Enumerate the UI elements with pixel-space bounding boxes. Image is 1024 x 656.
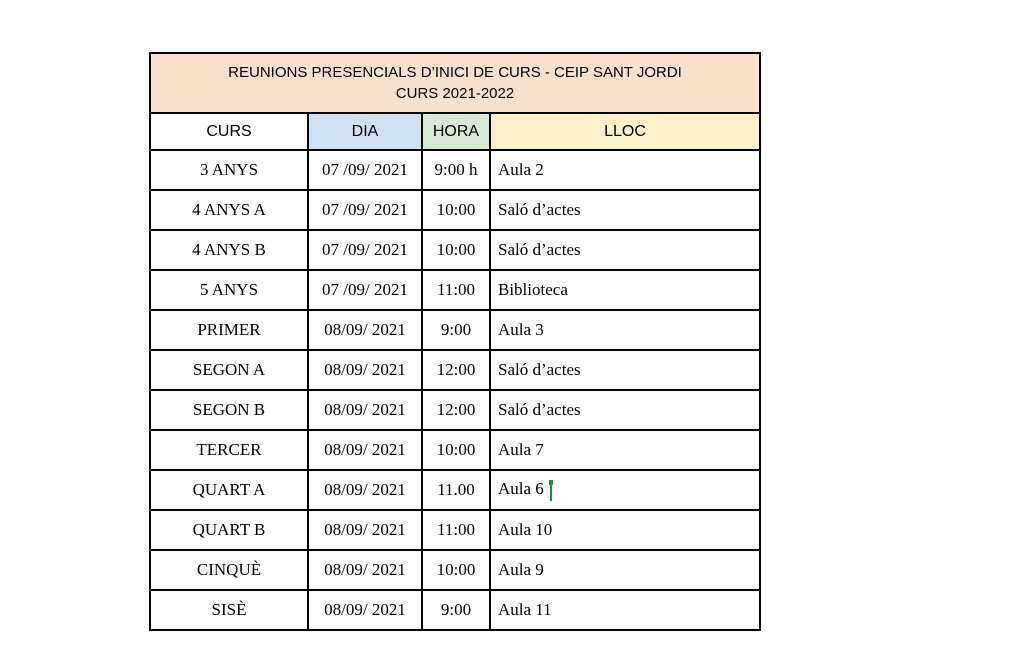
cell-lloc[interactable] — [490, 590, 760, 630]
cell-dia[interactable] — [308, 590, 422, 630]
cell-curs-text: CINQUÈ — [196, 560, 262, 579]
cell-hora-text: 10:00 — [436, 200, 476, 219]
cell-lloc-text: Saló d’actes — [498, 400, 581, 419]
cell-curs[interactable] — [150, 510, 308, 550]
cell-curs-text: 4 ANYS B — [192, 240, 266, 259]
cell-lloc[interactable] — [490, 190, 760, 230]
cell-dia-text: 07 /09/ 2021 — [322, 200, 408, 219]
cell-dia[interactable] — [308, 270, 422, 310]
cell-dia-text: 08/09/ 2021 — [324, 440, 406, 459]
header-row — [150, 113, 760, 150]
title-row — [150, 53, 760, 113]
cell-curs-text: SEGON B — [192, 400, 266, 419]
cell-curs-text: SEGON A — [192, 360, 266, 379]
cell-curs[interactable] — [150, 310, 308, 350]
cell-curs[interactable] — [150, 390, 308, 430]
table-title-cell[interactable] — [150, 53, 760, 113]
table-title: REUNIONS PRESENCIALS D’INICI DE CURS - CEIP SANT JORDI — [228, 64, 682, 81]
cell-curs-text: 4 ANYS A — [192, 200, 266, 219]
cell-lloc-text: Aula 3 — [498, 320, 544, 339]
table-row — [150, 510, 760, 550]
cell-curs-text: TERCER — [196, 440, 262, 459]
cell-lloc[interactable] — [490, 430, 760, 470]
cell-hora[interactable] — [422, 550, 490, 590]
cell-lloc-text: Aula 7 — [498, 440, 544, 459]
cell-dia-text: 07 /09/ 2021 — [322, 160, 408, 179]
cell-dia[interactable] — [308, 510, 422, 550]
cell-dia[interactable] — [308, 230, 422, 270]
cell-hora[interactable] — [422, 350, 490, 390]
cell-lloc[interactable] — [490, 270, 760, 310]
cell-dia-text: 08/09/ 2021 — [324, 360, 406, 379]
cell-curs[interactable] — [150, 350, 308, 390]
table-row — [150, 470, 760, 510]
table-row — [150, 310, 760, 350]
cell-curs[interactable] — [150, 150, 308, 190]
cell-dia-text: 08/09/ 2021 — [324, 560, 406, 579]
cell-hora[interactable] — [422, 470, 490, 510]
cell-dia[interactable] — [308, 550, 422, 590]
cell-curs[interactable] — [150, 230, 308, 270]
cell-lloc-text: Aula 10 — [498, 520, 553, 539]
table-row — [150, 150, 760, 190]
table-subtitle: CURS 2021-2022 — [395, 85, 515, 102]
cell-dia-text: 08/09/ 2021 — [324, 600, 406, 619]
cell-curs[interactable] — [150, 470, 308, 510]
cell-dia[interactable] — [308, 350, 422, 390]
table-row — [150, 550, 760, 590]
cell-dia[interactable] — [308, 310, 422, 350]
cell-dia[interactable] — [308, 390, 422, 430]
cell-lloc[interactable] — [490, 230, 760, 270]
cell-hora[interactable] — [422, 270, 490, 310]
table-row — [150, 270, 760, 310]
cell-lloc-text: Aula 9 — [498, 560, 544, 579]
cell-hora[interactable] — [422, 390, 490, 430]
table-row — [150, 230, 760, 270]
cell-curs[interactable] — [150, 190, 308, 230]
cell-lloc-text: Saló d’actes — [498, 200, 581, 219]
cell-lloc-text: Saló d’actes — [498, 360, 581, 379]
cell-lloc[interactable] — [490, 470, 760, 510]
cell-curs-text: QUART B — [192, 520, 266, 539]
cell-hora-text: 11.00 — [437, 480, 475, 499]
cell-curs[interactable] — [150, 590, 308, 630]
cell-lloc[interactable] — [490, 510, 760, 550]
cell-dia[interactable] — [308, 190, 422, 230]
cell-dia-text: 07 /09/ 2021 — [322, 240, 408, 259]
cell-hora-text: 10:00 — [436, 560, 476, 579]
cell-dia-text: 08/09/ 2021 — [324, 400, 406, 419]
cell-hora[interactable] — [422, 430, 490, 470]
schedule-table — [149, 52, 761, 631]
cell-dia-text: 08/09/ 2021 — [324, 320, 406, 339]
cell-curs-text: 3 ANYS — [199, 160, 259, 179]
table-row — [150, 190, 760, 230]
cell-curs[interactable] — [150, 550, 308, 590]
cell-lloc[interactable] — [490, 150, 760, 190]
cell-dia[interactable] — [308, 150, 422, 190]
cell-lloc-text: Biblioteca — [498, 280, 568, 299]
schedule-sheet — [149, 52, 759, 631]
text-cursor-icon — [550, 481, 552, 501]
cell-dia[interactable] — [308, 470, 422, 510]
table-row — [150, 590, 760, 630]
column-header-lloc[interactable]: LLOC — [490, 113, 760, 150]
cell-hora[interactable] — [422, 590, 490, 630]
cell-curs-text: 5 ANYS — [199, 280, 259, 299]
cell-hora-text: 12:00 — [436, 400, 476, 419]
cell-hora-text: 11:00 — [436, 520, 476, 539]
cell-lloc[interactable] — [490, 550, 760, 590]
cell-curs-text: SISÈ — [211, 600, 247, 619]
cell-hora-text: 12:00 — [436, 360, 476, 379]
table-row — [150, 430, 760, 470]
cell-hora[interactable] — [422, 310, 490, 350]
cell-lloc-text: Aula 2 — [498, 160, 544, 179]
cell-lloc[interactable] — [490, 350, 760, 390]
cell-dia-text: 08/09/ 2021 — [324, 480, 406, 499]
column-header-curs[interactable]: CURS — [150, 113, 308, 150]
cell-hora[interactable] — [422, 510, 490, 550]
cell-hora-text: 11:00 — [436, 280, 476, 299]
cell-dia[interactable] — [308, 430, 422, 470]
table-row — [150, 350, 760, 390]
table-row — [150, 390, 760, 430]
cell-hora[interactable] — [422, 230, 490, 270]
cell-curs[interactable] — [150, 270, 308, 310]
cell-hora-text: 9:00 h — [434, 160, 478, 179]
cell-hora[interactable] — [422, 190, 490, 230]
column-header-dia[interactable]: DIA — [308, 113, 422, 150]
cell-hora[interactable] — [422, 150, 490, 190]
cell-curs[interactable] — [150, 430, 308, 470]
cell-dia-text: 07 /09/ 2021 — [322, 280, 408, 299]
cell-dia-text: 08/09/ 2021 — [324, 520, 406, 539]
cell-lloc-text: Saló d’actes — [498, 240, 581, 259]
cell-curs-text: PRIMER — [197, 320, 261, 339]
cell-lloc[interactable] — [490, 310, 760, 350]
cell-lloc-text: Aula 6 — [498, 479, 544, 499]
cell-lloc[interactable] — [490, 390, 760, 430]
cell-hora-text: 9:00 — [440, 600, 472, 619]
cell-hora-text: 9:00 — [440, 320, 472, 339]
cell-hora-text: 10:00 — [436, 240, 476, 259]
cell-curs-text: QUART A — [192, 480, 266, 499]
cell-lloc-text: Aula 11 — [498, 600, 552, 619]
column-header-hora[interactable]: HORA — [422, 113, 490, 150]
cell-hora-text: 10:00 — [436, 440, 476, 459]
